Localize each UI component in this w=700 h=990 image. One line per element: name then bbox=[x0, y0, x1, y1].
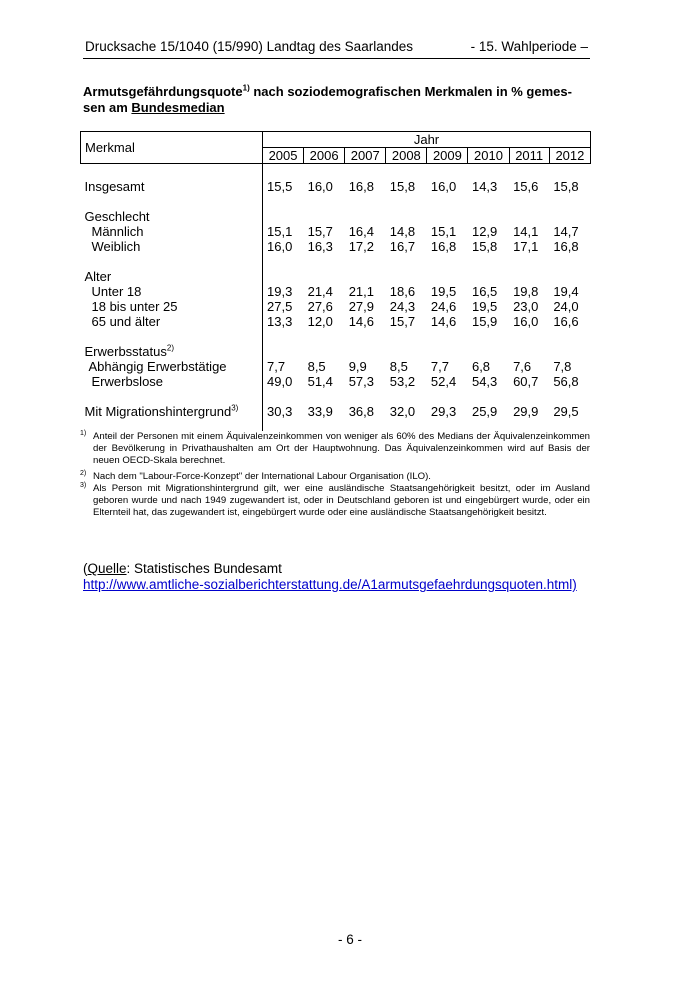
footnote: 2) Nach dem "Labour-Force-Konzept" der International Labour Organisation (ILO). bbox=[80, 470, 431, 482]
row-label: Abhängig Erwerbstätige bbox=[81, 359, 263, 374]
title-bundesmedian: Bundesmedian bbox=[131, 100, 225, 115]
table-row: 18 bis unter 25 27,5 27,6 27,9 24,3 24,6 19,5 23,0 24,0 bbox=[81, 299, 591, 314]
footnote: 3) Als Person mit Migrationshintergrund gilt, wer eine ausländische Staatsangehörigkeit besitzt, oder im Ausland geboren wurde und nach 1949 zugewandert ist, oder in Deutschland geboren ist und eingebürgert wurde, oder ein Elternteil hat, das zugewandert ist, eingebürgert wurde oder eine ausländische Staatsangehörigkeit besitzt. bbox=[80, 482, 590, 518]
table-row: Insgesamt 15,5 16,0 16,8 15,8 16,0 14,3 15,6 15,8 bbox=[81, 179, 591, 194]
table-row: Männlich 15,1 15,7 16,4 14,8 15,1 12,9 14,1 14,7 bbox=[81, 224, 591, 239]
source-citation: (Quelle: Statistisches Bundesamt http://www.amtliche-sozialberichterstattung.de/A1armutsgefaehrdungsquoten.html) bbox=[83, 561, 577, 592]
jahr-header: Jahr bbox=[263, 132, 591, 148]
row-label: Insgesamt bbox=[81, 179, 263, 194]
year-cell: 2010 bbox=[468, 148, 509, 164]
table-row: Abhängig Erwerbstätige 7,7 8,5 9,9 8,5 7,7 6,8 7,6 7,8 bbox=[81, 359, 591, 374]
header-period: - 15. Wahlperiode – bbox=[470, 39, 588, 54]
group-heading: Alter bbox=[81, 269, 591, 284]
footnote-ref: 3) bbox=[231, 403, 239, 413]
merkmal-header: Merkmal bbox=[81, 132, 263, 164]
table-row: 65 und älter 13,3 12,0 14,6 15,7 14,6 15,9 16,0 16,6 bbox=[81, 314, 591, 329]
year-cell: 2011 bbox=[509, 148, 549, 164]
table-row: Unter 18 19,3 21,4 21,1 18,6 19,5 16,5 19,8 19,4 bbox=[81, 284, 591, 299]
row-label: Mit Migrationshintergrund bbox=[84, 404, 232, 419]
row-label: 65 und älter bbox=[81, 314, 263, 329]
year-cell: 2009 bbox=[427, 148, 468, 164]
table-row: Mit Migrationshintergrund$^{3)}$ 30,3 33,9 36,8 32,0 29,3 25,9 29,9 29,5 bbox=[81, 404, 591, 419]
header-document-id: Drucksache 15/1040 (15/990) Landtag des Saarlandes bbox=[85, 39, 413, 54]
page-header bbox=[83, 38, 590, 59]
row-label: Erwerbslose bbox=[81, 374, 263, 389]
footnote-ref: 2) bbox=[166, 343, 174, 353]
row-label: Männlich bbox=[81, 224, 263, 239]
source-link[interactable]: http://www.amtliche-sozialberichterstattung.de/A1armutsgefaehrdungsquoten.html) bbox=[83, 577, 577, 592]
table-row: Weiblich 16,0 16,3 17,2 16,7 16,8 15,8 17,1 16,8 bbox=[81, 239, 591, 254]
table-row: Erwerbslose 49,0 51,4 57,3 53,2 52,4 54,3 60,7 56,8 bbox=[81, 374, 591, 389]
footnote: 1) Anteil der Personen mit einem Äquivalenzeinkommen von weniger als 60% des Medians der Äquivalenzeinkommen der Bevölkerung in Privathaushalten am Ort der Hauptwohnung. Das Äquivalenzeinkommen wird auf Basis der neuen OECD-Skala berechnet. bbox=[80, 430, 590, 466]
poverty-rate-table bbox=[80, 131, 591, 431]
year-cell: 2007 bbox=[345, 148, 386, 164]
footnotes bbox=[80, 431, 590, 519]
year-cell: 2006 bbox=[304, 148, 345, 164]
year-cell: 2012 bbox=[549, 148, 590, 164]
year-cell: 2008 bbox=[386, 148, 427, 164]
year-cell: 2005 bbox=[263, 148, 304, 164]
row-label: Unter 18 bbox=[81, 284, 263, 299]
group-heading: Geschlecht bbox=[81, 209, 591, 224]
page-number: - 6 - bbox=[337, 932, 362, 947]
title-footnote-ref: 1) bbox=[242, 83, 250, 93]
row-label: 18 bis unter 25 bbox=[81, 299, 263, 314]
source-quelle: Quelle bbox=[87, 561, 127, 576]
group-heading: Erwerbsstatus$^{2)}$ bbox=[81, 344, 591, 359]
table-header-row bbox=[81, 132, 591, 148]
row-label: Weiblich bbox=[81, 239, 263, 254]
table-title: Armutsgefährdungsquote$^{1)}$ nach soziodemografischen Merkmalen in % gemes- sen am Bundesmedian bbox=[83, 83, 572, 115]
